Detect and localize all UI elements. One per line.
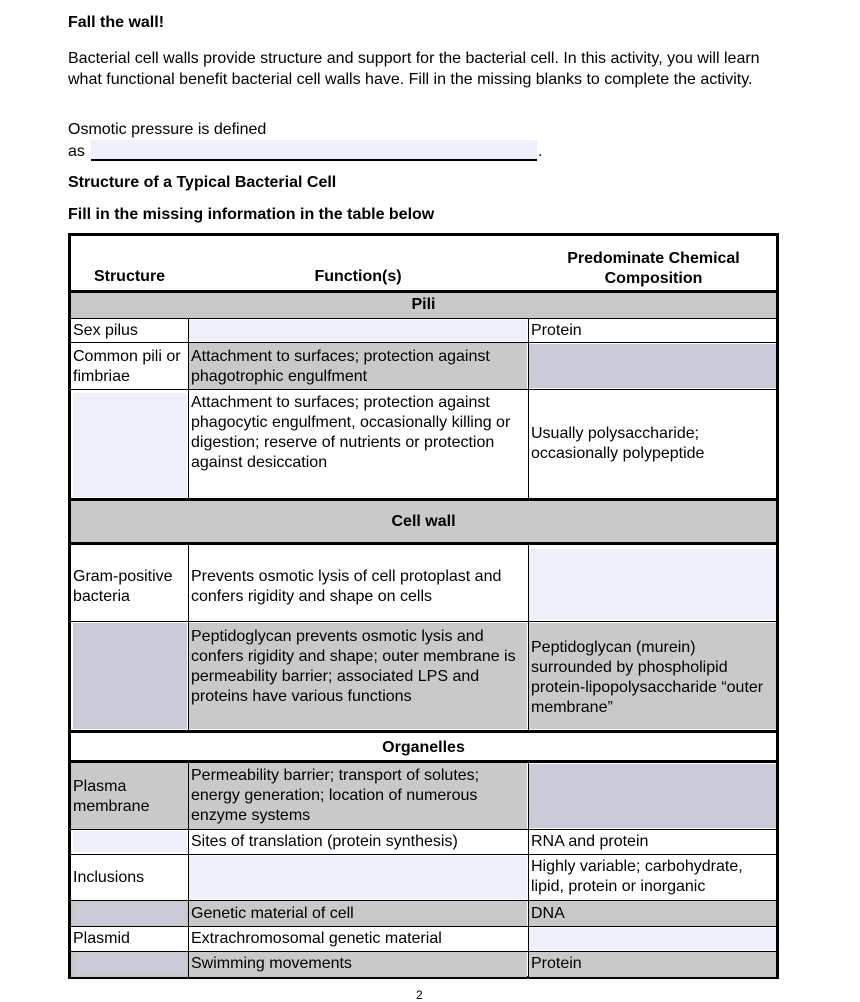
sex-pilus-function-field[interactable] xyxy=(189,320,527,341)
plasmid-function: Extrachromosomal genetic material xyxy=(191,930,442,947)
osmotic-pressure-field[interactable] xyxy=(91,140,537,161)
osmotic-label-line1: Osmotic pressure is defined xyxy=(68,121,267,138)
capsule-structure-field[interactable] xyxy=(73,393,187,497)
sex-pilus-structure: Sex pilus xyxy=(73,322,138,339)
plasma-membrane-structure: Plasma membrane xyxy=(71,763,188,829)
rule xyxy=(71,926,776,927)
rule xyxy=(528,545,529,730)
chromosome-composition: DNA xyxy=(529,901,776,926)
fill-heading: Fill in the missing information in the table below xyxy=(68,206,435,223)
ribosomes-structure-field[interactable] xyxy=(73,831,187,852)
plasma-membrane-composition-field[interactable] xyxy=(529,764,776,828)
header-function: Function(s) xyxy=(314,268,402,285)
capsule-composition: Usually polysaccharide; occasionally polypeptide xyxy=(531,425,705,462)
rule xyxy=(71,389,776,390)
rule xyxy=(71,621,776,622)
gram-positive-function: Prevents osmotic lysis of cell protoplast and confers rigidity and shape on cells xyxy=(191,568,502,605)
structure-heading: Structure of a Typical Bacterial Cell xyxy=(68,174,337,191)
gram-negative-composition: Peptidoglycan (murein) surrounded by phospholipid protein-lipopolysaccharide “outer membrane” xyxy=(529,623,776,729)
rule xyxy=(71,498,776,501)
gram-negative-structure-field[interactable] xyxy=(73,623,187,729)
rule xyxy=(71,829,776,830)
plasma-membrane-function: Permeability barrier; transport of solutes; energy generation; location of numerous enzyme systems xyxy=(189,763,527,829)
page-number: 2 xyxy=(416,988,423,1002)
chromosome-structure-field[interactable] xyxy=(75,903,185,923)
rule xyxy=(71,760,776,763)
inclusions-composition: Highly variable; carbohydrate, lipid, protein or inorganic xyxy=(531,858,743,895)
rule xyxy=(528,763,529,977)
header-composition: Predominate Chemical Composition xyxy=(567,250,740,287)
rule xyxy=(71,854,776,855)
rule xyxy=(528,318,529,498)
gram-negative-function: Peptidoglycan prevents osmotic lysis and confers rigidity and shape; outer membrane is permeability barrier; associated LPS and proteins have various functions xyxy=(189,623,527,729)
rule xyxy=(71,342,776,343)
cell-structure-table xyxy=(68,233,779,979)
osmotic-label-line2: as xyxy=(68,143,85,160)
rule xyxy=(71,951,776,952)
chromosome-function: Genetic material of cell xyxy=(189,901,527,926)
inclusions-structure: Inclusions xyxy=(73,869,145,886)
plasmid-structure: Plasmid xyxy=(73,930,130,947)
rule xyxy=(188,318,189,498)
common-pili-structure: Common pili or fimbriae xyxy=(73,348,181,385)
osmotic-period: . xyxy=(538,143,543,160)
intro-paragraph: Bacterial cell walls provide structure and support for the bacterial cell. In this activity, you will learn what functional benefit bacterial cell walls have. Fill in the missing blanks to complete the activity. xyxy=(68,50,760,88)
capsule-function: Attachment to surfaces; protection against phagocytic engulfment, occasionally killing or digestion; reserve of nutrients or protection against desiccation xyxy=(191,394,511,471)
rule xyxy=(71,730,776,733)
gram-positive-composition-field[interactable] xyxy=(529,549,776,619)
sex-pilus-composition: Protein xyxy=(531,322,582,339)
flagella-structure-field[interactable] xyxy=(75,953,185,974)
section-organelles: Organelles xyxy=(382,739,465,756)
inclusions-function-field[interactable] xyxy=(189,856,527,899)
page-title: Fall the wall! xyxy=(68,14,165,31)
rule xyxy=(188,763,189,977)
section-pili: Pili xyxy=(71,292,776,318)
section-cell-wall: Cell wall xyxy=(71,501,776,542)
ribosomes-composition: RNA and protein xyxy=(531,833,649,850)
plasmid-composition-field[interactable] xyxy=(529,928,776,950)
flagella-composition: Protein xyxy=(529,951,776,977)
rule xyxy=(188,545,189,730)
ribosomes-function: Sites of translation (protein synthesis) xyxy=(191,833,458,850)
rule xyxy=(71,900,776,901)
common-pili-function: Attachment to surfaces; protection against phagotrophic engulfment xyxy=(189,343,527,389)
gram-positive-structure: Gram-positive bacteria xyxy=(73,568,173,605)
header-structure: Structure xyxy=(93,268,166,285)
flagella-function: Swimming movements xyxy=(189,951,527,977)
rule xyxy=(71,318,776,319)
common-pili-composition-field[interactable] xyxy=(529,344,776,388)
rule xyxy=(71,290,776,293)
rule xyxy=(71,542,776,545)
